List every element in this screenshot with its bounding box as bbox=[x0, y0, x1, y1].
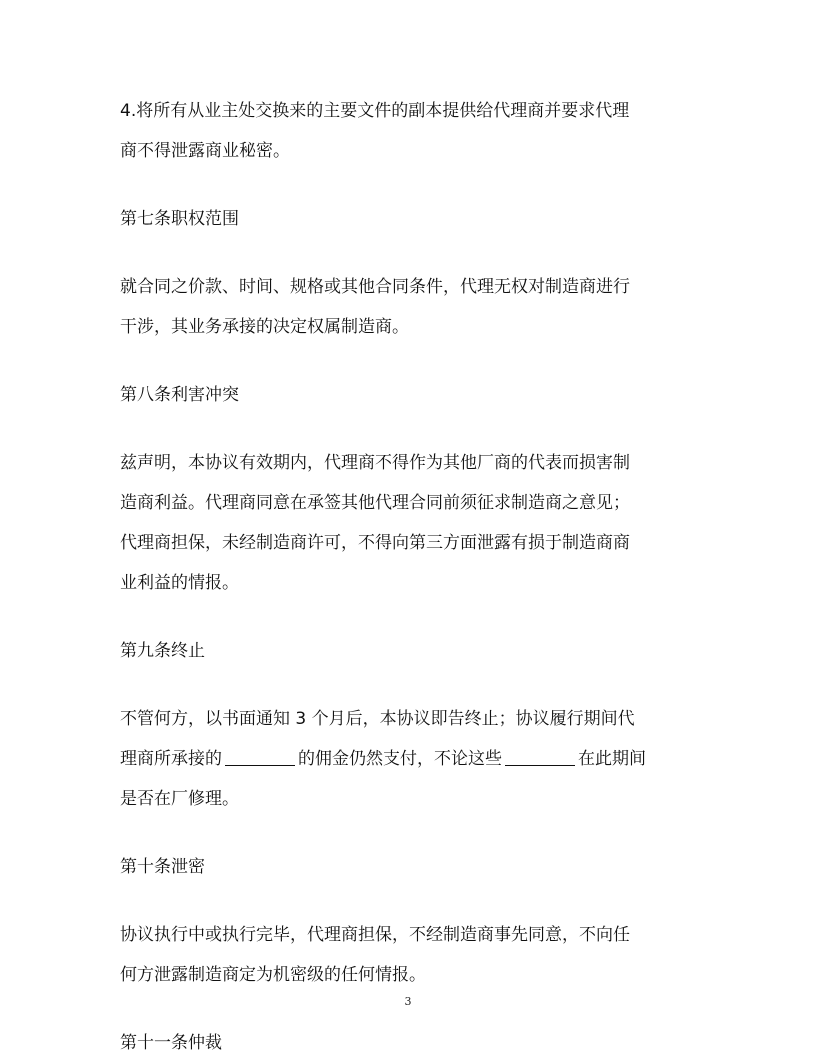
paragraph-spacer bbox=[120, 347, 696, 375]
article-7-line-2: 干涉，其业务承接的决定权属制造商。 bbox=[120, 317, 409, 337]
article-7-line-1: 就合同之价款、时间、规格或其他合同条件，代理无权对制造商进行 bbox=[120, 277, 630, 297]
article-10-heading: 第十条泄密 bbox=[120, 857, 205, 877]
article-8-heading: 第八条利害冲突 bbox=[120, 385, 239, 405]
paragraph-spacer bbox=[120, 171, 696, 199]
paragraph-spacer bbox=[120, 671, 696, 699]
article-9-line-1: 不管何方，以书面通知 3 个月后，本协议即告终止；协议履行期间代 bbox=[120, 709, 635, 729]
article-8-line-4: 业利益的情报。 bbox=[120, 573, 239, 593]
article-9-line-2-part-a: 理商所承接的 bbox=[120, 749, 222, 769]
article-9-heading: 第九条终止 bbox=[120, 641, 205, 661]
document-body bbox=[120, 91, 696, 1063]
fill-in-blank-2 bbox=[505, 747, 575, 766]
article-10-line-2: 何方泄露制造商定为机密级的任何情报。 bbox=[120, 965, 426, 985]
article-7-heading: 第七条职权范围 bbox=[120, 209, 239, 229]
paragraph-spacer bbox=[120, 819, 696, 847]
paragraph-spacer bbox=[120, 415, 696, 443]
article-11-heading: 第十一条仲裁 bbox=[120, 1033, 222, 1053]
page-number: 3 bbox=[404, 995, 412, 1008]
paragraph-spacer bbox=[120, 239, 696, 267]
article-8-line-3: 代理商担保，未经制造商许可，不得向第三方面泄露有损于制造商商 bbox=[120, 533, 630, 553]
article-9-line-2-part-b: 的佣金仍然支付，不论这些 bbox=[298, 749, 502, 769]
paragraph-spacer bbox=[120, 603, 696, 631]
clause-4-line-2: 商不得泄露商业秘密。 bbox=[120, 141, 290, 161]
article-10-line-1: 协议执行中或执行完毕，代理商担保，不经制造商事先同意，不向任 bbox=[120, 925, 630, 945]
article-9-line-3: 是否在厂修理。 bbox=[120, 789, 239, 809]
article-9-line-2 bbox=[120, 739, 696, 779]
paragraph-spacer bbox=[120, 887, 696, 915]
clause-4-line-1: 4.将所有从业主处交换来的主要文件的副本提供给代理商并要求代理 bbox=[120, 101, 630, 121]
fill-in-blank-1 bbox=[225, 747, 295, 766]
article-8-line-1: 兹声明，本协议有效期内，代理商不得作为其他厂商的代表而损害制 bbox=[120, 453, 630, 473]
article-8-line-2: 造商利益。代理商同意在承签其他代理合同前须征求制造商之意见； bbox=[120, 493, 630, 513]
article-9-line-2-part-c: 在此期间 bbox=[578, 749, 646, 769]
